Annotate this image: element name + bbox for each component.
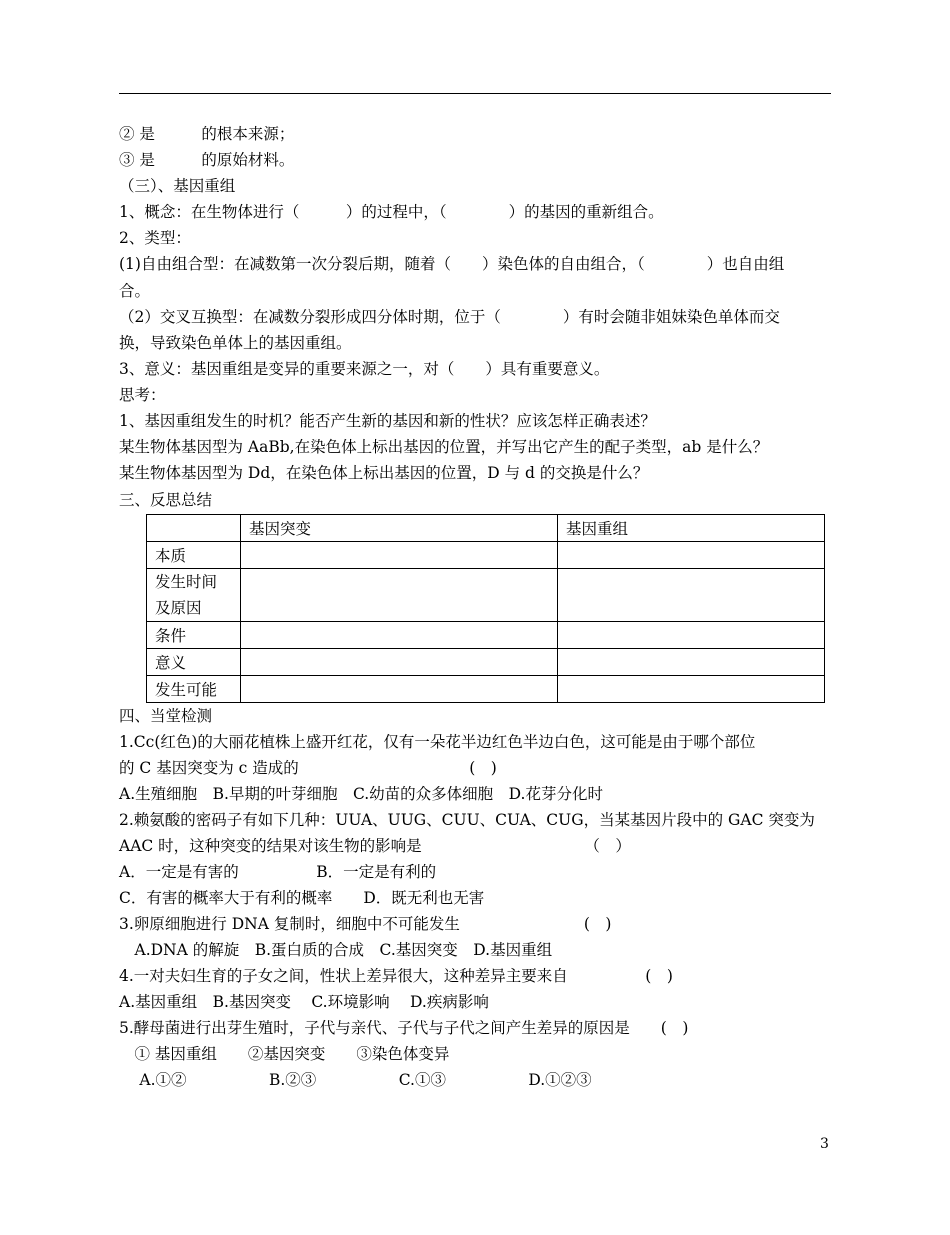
table-header-cell [147, 515, 241, 542]
page-number: 3 [820, 1136, 829, 1152]
question-line: 3.卵原细胞进行 DNA 复制时，细胞中不可能发生 ( ) [119, 915, 612, 933]
text-line: 2、类型： [119, 229, 191, 247]
table-cell [241, 649, 558, 676]
text-line: 1、基因重组发生的时机？能否产生新的基因和新的性状？应该怎样正确表述？ [119, 412, 656, 430]
table-row [147, 569, 825, 622]
text-line: 合。 [119, 282, 151, 300]
table-cell [558, 622, 825, 649]
section-heading: 三、反思总结 [119, 491, 213, 509]
table-cell [241, 676, 558, 703]
row-label: 发生可能 [147, 676, 241, 703]
header-rule [119, 93, 831, 94]
table-header-cell: 基因突变 [241, 515, 558, 542]
options-line: A.基因重组 B.基因突变 C.环境影响 D.疾病影响 [119, 993, 489, 1011]
table-cell [241, 622, 558, 649]
row-label: 条件 [147, 622, 241, 649]
table-cell [558, 542, 825, 569]
question-line: 1.Cc(红色)的大丽花植株上盛开红花，仅有一朵花半边红色半边白色，这可能是由于哪个部位 [119, 733, 756, 751]
row-label: 意义 [147, 649, 241, 676]
text-line: ③ 是 的原始材料。 [119, 151, 295, 169]
table-row [147, 622, 825, 649]
table-header-row [147, 515, 825, 542]
options-line: A.生殖细胞 B.早期的叶芽细胞 C.幼苗的众多体细胞 D.花芽分化时 [119, 785, 603, 803]
table-cell [241, 569, 558, 622]
table-header-cell: 基因重组 [558, 515, 825, 542]
options-line: A．一定是有害的 B．一定是有利的 [119, 863, 437, 881]
table-row [147, 649, 825, 676]
summary-table [146, 514, 825, 703]
table-cell [241, 542, 558, 569]
table-row [147, 676, 825, 703]
text-line: （2）交叉互换型：在减数分裂形成四分体时期，位于（ ）有时会随非姐妹染色单体而交 [119, 308, 780, 326]
text-line: ② 是 的根本来源； [119, 125, 295, 143]
text-line: 1、概念：在生物体进行（ ）的过程中，（ ）的基因的重新组合。 [119, 203, 664, 221]
text-line: 某生物体基因型为 AaBb,在染色体上标出基因的位置，并写出它产生的配子类型，ab 是什么？ [119, 438, 769, 456]
options-line: ① 基因重组 ②基因突变 ③染色体变异 [119, 1045, 450, 1063]
question-line: AAC 时，这种突变的结果对该生物的影响是 （ ） [119, 837, 631, 855]
section-heading: 四、当堂检测 [119, 707, 213, 725]
text-line: 思考： [119, 386, 166, 404]
text-line: 换，导致染色单体上的基因重组。 [119, 334, 352, 352]
text-line: 某生物体基因型为 Dd，在染色体上标出基因的位置，D 与 d 的交换是什么？ [119, 464, 649, 482]
text-line: (1)自由组合型：在减数第一次分裂后期，随着（ ）染色体的自由组合，（ ）也自由组 [119, 255, 785, 273]
text-line: （三）、基因重组 [119, 177, 236, 195]
question-line: 的 C 基因突变为 c 造成的 ( ) [119, 759, 497, 777]
text-line: 3、意义：基因重组是变异的重要来源之一，对（ ）具有重要意义。 [119, 360, 610, 378]
table-cell [558, 649, 825, 676]
row-label: 发生时间及原因 [147, 569, 241, 622]
table-cell [558, 569, 825, 622]
options-line: A.①② B.②③ C.①③ D.①②③ [119, 1071, 592, 1089]
question-line: 4.一对夫妇生育的子女之间，性状上差异很大，这种差异主要来自 ( ) [119, 967, 673, 985]
options-line: A.DNA 的解旋 B.蛋白质的合成 C.基因突变 D.基因重组 [119, 941, 553, 959]
question-line: 5.酵母菌进行出芽生殖时，子代与亲代、子代与子代之间产生差异的原因是 ( ) [119, 1019, 689, 1037]
question-line: 2.赖氨酸的密码子有如下几种：UUA、UUG、CUU、CUA、CUG，当某基因片段中的 GAC 突变为 [119, 811, 815, 829]
table-cell [558, 676, 825, 703]
options-line: C．有害的概率大于有利的概率 D．既无利也无害 [119, 889, 485, 907]
table-row [147, 542, 825, 569]
row-label: 本质 [147, 542, 241, 569]
